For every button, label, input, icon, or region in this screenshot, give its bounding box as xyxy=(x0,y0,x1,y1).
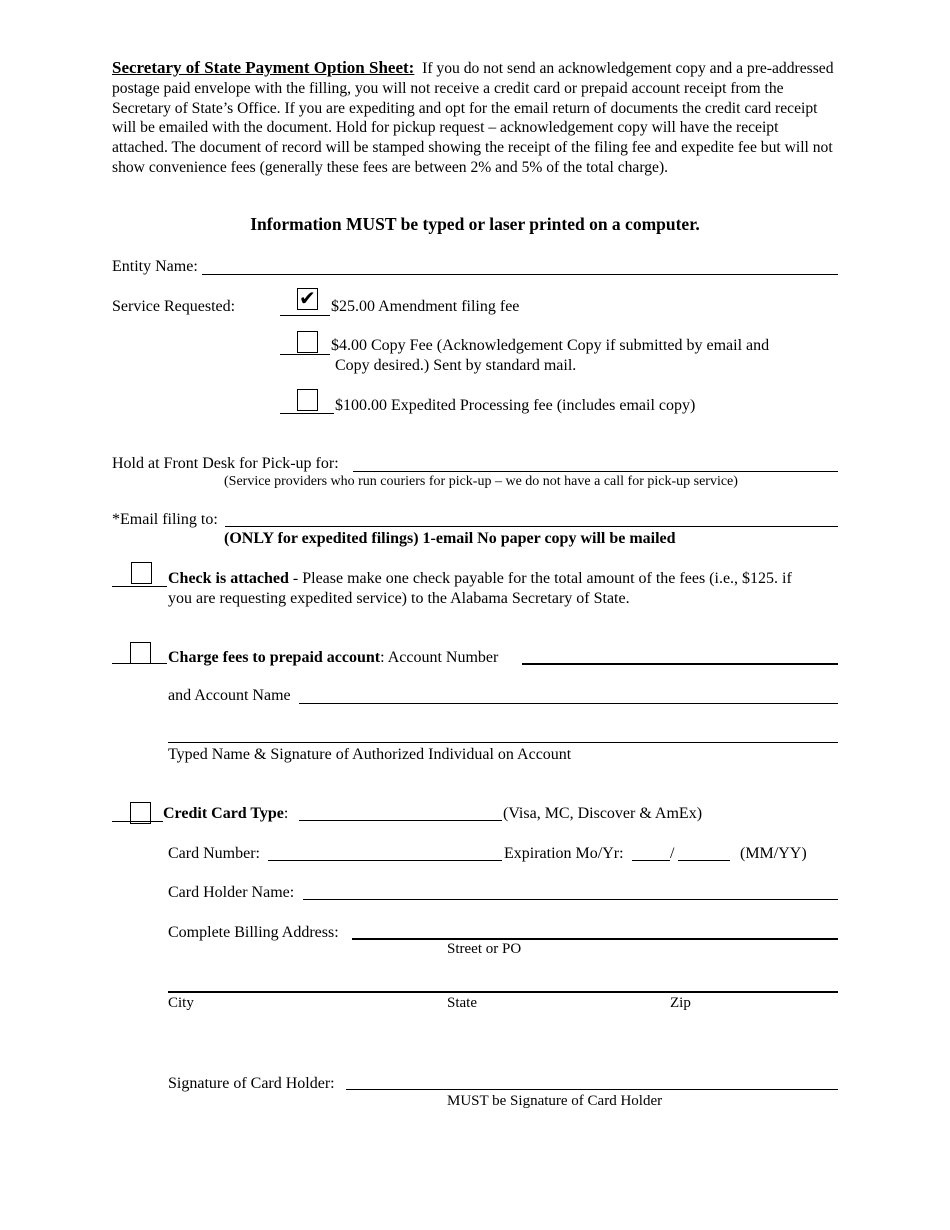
intro-heading: Secretary of State Payment Option Sheet: xyxy=(112,58,415,77)
entity-name-label: Entity Name: xyxy=(112,258,198,275)
card-holder-signature-label: Signature of Card Holder: xyxy=(168,1075,335,1092)
credit-card-type-label: Credit Card Type: xyxy=(163,805,289,822)
card-holder-label: Card Holder Name: xyxy=(168,884,295,901)
billing-street-field[interactable] xyxy=(352,938,838,940)
zip-caption: Zip xyxy=(670,995,691,1011)
intro-paragraph xyxy=(112,58,838,178)
service-option-3-underline xyxy=(280,413,334,414)
pickup-label: Hold at Front Desk for Pick-up for: xyxy=(112,455,339,472)
expiration-label: Expiration Mo/Yr: xyxy=(504,845,624,862)
notice-heading: Information MUST be typed or laser printed on a computer. xyxy=(250,214,700,234)
service-option-2-label-line2: Copy desired.) Sent by standard mail. xyxy=(335,357,577,374)
service-option-2-underline xyxy=(280,354,330,355)
intro-body: If you do not send an acknowledgement copy and a pre-addressed postage paid envelope with the filling, you will not receive a credit card or prepaid account receipt from the Secretary of State’s Office. If you are expediting and opt for the email return of documents the credit card receipt will be emailed with the document. Hold for pickup request – acknowledgement copy will have the receipt attached. The document of record will be stamped showing the receipt of the filing fee and expedite fee but will not show convenience fees (generally these fees are between 2% and 5% of the total charge). xyxy=(112,60,834,176)
card-holder-field[interactable] xyxy=(303,899,838,900)
credit-card-type-field[interactable] xyxy=(299,820,502,821)
check-option-underline xyxy=(112,586,167,587)
email-note: (ONLY for expedited filings) 1-email No paper copy will be mailed xyxy=(224,530,676,547)
check-attached-checkbox[interactable] xyxy=(131,562,152,584)
city-caption: City xyxy=(168,995,194,1011)
expiration-month-field[interactable] xyxy=(632,860,670,861)
service-option-2-label: $4.00 Copy Fee (Acknowledgement Copy if submitted by email and xyxy=(331,337,770,354)
authorized-signature-caption: Typed Name & Signature of Authorized Individual on Account xyxy=(168,746,572,763)
state-caption: State xyxy=(447,995,477,1011)
service-option-1-label: $25.00 Amendment filing fee xyxy=(331,298,520,315)
service-option-3-label: $100.00 Expedited Processing fee (includes email copy) xyxy=(335,397,696,414)
card-number-label: Card Number: xyxy=(168,845,260,862)
billing-city-state-zip-field[interactable] xyxy=(168,991,838,993)
email-label: *Email filing to: xyxy=(112,511,218,528)
email-field[interactable] xyxy=(225,526,838,527)
pickup-field[interactable] xyxy=(353,471,838,472)
expiration-slash: / xyxy=(670,845,675,862)
authorized-signature-field[interactable] xyxy=(168,742,838,743)
credit-card-types-note: (Visa, MC, Discover & AmEx) xyxy=(503,805,703,822)
check-attached-text-line2: you are requesting expedited service) to the Alabama Secretary of State. xyxy=(168,590,630,607)
card-number-field[interactable] xyxy=(268,860,502,861)
account-name-label: and Account Name xyxy=(168,687,291,704)
service-option-3-checkbox[interactable] xyxy=(297,389,318,411)
account-number-field[interactable] xyxy=(522,663,838,665)
checkmark-icon: ✔ xyxy=(299,288,316,310)
account-name-field[interactable] xyxy=(299,703,838,704)
card-holder-signature-field[interactable] xyxy=(346,1089,838,1090)
card-holder-signature-caption: MUST be Signature of Card Holder xyxy=(447,1093,663,1109)
service-label: Service Requested: xyxy=(112,298,236,315)
street-caption: Street or PO xyxy=(447,941,522,957)
service-option-2-checkbox[interactable] xyxy=(297,331,318,353)
entity-name-field[interactable] xyxy=(202,274,838,275)
expiration-year-field[interactable] xyxy=(678,860,730,861)
pickup-note: (Service providers who run couriers for pick-up – we do not have a call for pick-up service) xyxy=(224,474,738,489)
prepaid-account-text: Charge fees to prepaid account: Account Number xyxy=(168,649,499,666)
service-option-1-underline xyxy=(280,315,330,316)
expiration-format: (MM/YY) xyxy=(740,845,807,862)
credit-card-checkbox[interactable] xyxy=(130,802,151,824)
prepaid-account-checkbox[interactable] xyxy=(130,642,151,664)
check-attached-text: Check is attached - Please make one check payable for the total amount of the fees (i.e., $125. if xyxy=(168,570,792,587)
billing-address-label: Complete Billing Address: xyxy=(168,924,339,941)
